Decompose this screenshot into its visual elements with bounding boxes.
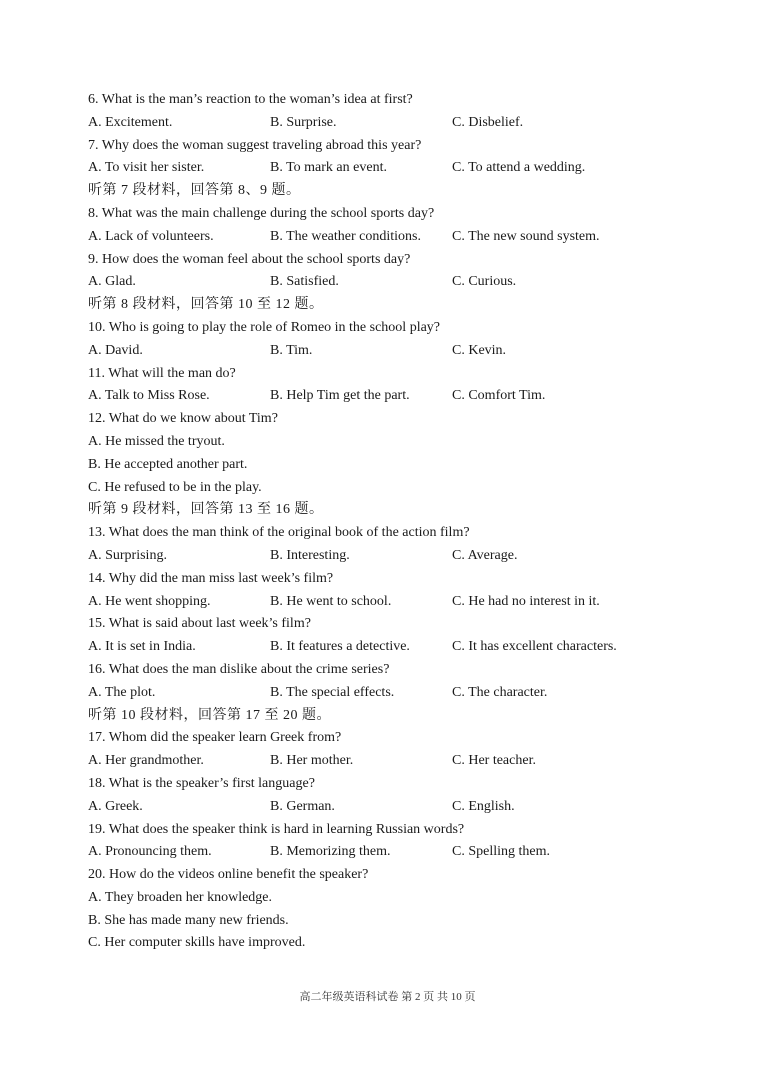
- option-a: A. It is set in India.: [88, 639, 196, 655]
- question-text: 12. What do we know about Tim?: [88, 411, 278, 427]
- question-text: 14. Why did the man miss last week’s film?: [88, 570, 334, 586]
- option-b: B. Satisfied.: [270, 274, 339, 290]
- options-row: [88, 796, 748, 819]
- question-text: 16. What does the man dislike about the crime series?: [88, 661, 390, 677]
- option-b: B. Tim.: [270, 342, 313, 358]
- question-text: 6. What is the man’s reaction to the woman’s idea at first?: [88, 92, 413, 107]
- options-row: [88, 157, 748, 180]
- options-row: [88, 682, 748, 705]
- options-row: [88, 340, 748, 363]
- question-text: B. He accepted another part.: [88, 456, 248, 472]
- option-a: A. To visit her sister.: [88, 160, 205, 176]
- option-b: B. The special effects.: [270, 684, 395, 700]
- options-row: [88, 385, 748, 408]
- option-b: B. German.: [270, 798, 335, 814]
- option-a: A. Surprising.: [88, 547, 167, 563]
- option-c: C. Her teacher.: [452, 753, 536, 769]
- page-footer: 高二年级英语科试卷 第 2 页 共 10 页: [299, 991, 476, 1003]
- option-b: B. The weather conditions.: [270, 228, 421, 244]
- option-a: A. The plot.: [88, 684, 156, 700]
- options-row: [88, 591, 748, 614]
- option-a: A. He went shopping.: [88, 593, 211, 609]
- question-text: 11. What will the man do?: [88, 365, 236, 381]
- options-row: [88, 112, 748, 135]
- option-c: C. Kevin.: [452, 342, 507, 358]
- option-a: A. Pronouncing them.: [88, 844, 212, 860]
- option-a: A. Her grandmother.: [88, 753, 204, 769]
- question-text: C. He refused to be in the play.: [88, 479, 262, 495]
- options-row: [88, 271, 748, 294]
- section-instruction: 听第 7 段材料，回答第 8、9 题。: [88, 183, 301, 199]
- options-row: [88, 545, 748, 568]
- option-c: C. Average.: [452, 547, 518, 563]
- option-a: A. Talk to Miss Rose.: [88, 388, 210, 404]
- question-text: 8. What was the main challenge during the school sports day?: [88, 205, 435, 221]
- question-text: 18. What is the speaker’s first language?: [88, 775, 315, 791]
- options-row: [88, 750, 748, 773]
- options-row: [88, 841, 748, 864]
- question-text: 20. How do the videos online benefit the speaker?: [88, 867, 369, 883]
- question-text: 19. What does the speaker think is hard in learning Russian words?: [88, 821, 465, 837]
- question-text: 10. Who is going to play the role of Romeo in the school play?: [88, 319, 441, 335]
- option-b: B. Interesting.: [270, 547, 350, 563]
- option-c: C. English.: [452, 798, 515, 814]
- section-instruction: 听第 9 段材料，回答第 13 至 16 题。: [88, 502, 324, 518]
- question-text: B. She has made many new friends.: [88, 912, 289, 928]
- option-b: B. He went to school.: [270, 593, 392, 609]
- option-c: C. To attend a wedding.: [452, 160, 586, 176]
- question-text: 7. Why does the woman suggest traveling abroad this year?: [88, 137, 422, 153]
- option-b: B. Help Tim get the part.: [270, 388, 410, 404]
- option-c: C. Curious.: [452, 274, 517, 290]
- option-a: A. Greek.: [88, 798, 143, 814]
- option-a: A. Excitement.: [88, 114, 173, 130]
- section-instruction: 听第 8 段材料，回答第 10 至 12 题。: [88, 297, 324, 313]
- question-text: C. Her computer skills have improved.: [88, 935, 306, 951]
- option-c: C. The new sound system.: [452, 228, 600, 244]
- question-text: A. He missed the tryout.: [88, 433, 225, 449]
- options-row: [88, 226, 748, 249]
- option-c: C. The character.: [452, 684, 548, 700]
- option-a: A. Glad.: [88, 274, 136, 290]
- option-b: B. Memorizing them.: [270, 844, 391, 860]
- question-text: 17. Whom did the speaker learn Greek from?: [88, 730, 342, 746]
- option-c: C. Spelling them.: [452, 844, 550, 860]
- section-instruction: 听第 10 段材料，回答第 17 至 20 题。: [88, 707, 331, 723]
- option-b: B. Surprise.: [270, 114, 337, 130]
- option-c: C. Comfort Tim.: [452, 388, 546, 404]
- options-row: [88, 636, 748, 659]
- option-b: B. To mark an event.: [270, 160, 387, 176]
- question-text: 15. What is said about last week’s film?: [88, 616, 311, 632]
- question-text: 13. What does the man think of the original book of the action film?: [88, 525, 470, 541]
- option-a: A. Lack of volunteers.: [88, 228, 214, 244]
- question-text: A. They broaden her knowledge.: [88, 889, 273, 905]
- option-c: C. It has excellent characters.: [452, 639, 617, 655]
- option-c: C. He had no interest in it.: [452, 593, 600, 609]
- option-b: B. Her mother.: [270, 753, 354, 769]
- question-text: 9. How does the woman feel about the school sports day?: [88, 251, 411, 267]
- question-list: [88, 89, 748, 955]
- option-a: A. David.: [88, 342, 143, 358]
- option-c: C. Disbelief.: [452, 114, 524, 130]
- option-b: B. It features a detective.: [270, 639, 410, 655]
